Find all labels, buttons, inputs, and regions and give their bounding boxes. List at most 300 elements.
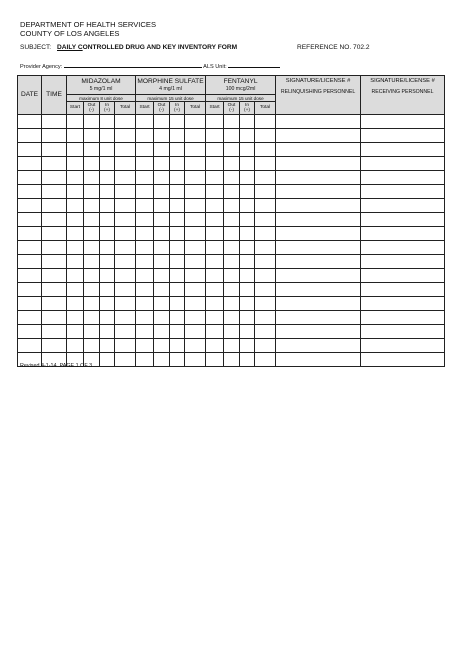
midazolam-in-cell[interactable]: [100, 339, 115, 353]
sig-receiving-cell[interactable]: [361, 143, 445, 157]
midazolam-in-cell[interactable]: [100, 213, 115, 227]
midazolam-start-cell[interactable]: [67, 227, 84, 241]
morphine-start-cell[interactable]: [136, 185, 154, 199]
fentanyl-start-cell[interactable]: [206, 353, 224, 367]
table-row: [18, 115, 445, 129]
fentanyl-total-cell[interactable]: [255, 339, 276, 353]
morphine-start-cell[interactable]: [136, 199, 154, 213]
fentanyl-in-cell[interactable]: [240, 269, 255, 283]
morphine-in-cell[interactable]: [170, 325, 185, 339]
midazolam-total-cell[interactable]: [115, 129, 136, 143]
fentanyl-out-cell[interactable]: [224, 171, 240, 185]
time-cell[interactable]: [42, 311, 67, 325]
midazolam-start-cell[interactable]: [67, 185, 84, 199]
fentanyl-start-cell[interactable]: [206, 255, 224, 269]
midazolam-in-cell[interactable]: [100, 129, 115, 143]
midazolam-in-cell[interactable]: [100, 241, 115, 255]
fentanyl-out-cell[interactable]: [224, 115, 240, 129]
sig-receiving-cell[interactable]: [361, 129, 445, 143]
fentanyl-in-cell[interactable]: [240, 311, 255, 325]
date-cell[interactable]: [18, 241, 42, 255]
in-mark: (+): [244, 108, 251, 113]
morphine-start-cell[interactable]: [136, 157, 154, 171]
morphine-out-cell[interactable]: [154, 311, 170, 325]
midazolam-total-cell[interactable]: [115, 311, 136, 325]
morphine-start-cell[interactable]: [136, 311, 154, 325]
midazolam-out-cell[interactable]: [84, 185, 100, 199]
time-cell[interactable]: [42, 213, 67, 227]
morphine-in-cell[interactable]: [170, 115, 185, 129]
fentanyl-total-cell[interactable]: [255, 199, 276, 213]
provider-agency-field[interactable]: [64, 61, 202, 68]
morphine-out-cell[interactable]: [154, 185, 170, 199]
midazolam-out-cell[interactable]: [84, 227, 100, 241]
midazolam-in-cell[interactable]: [100, 171, 115, 185]
midazolam-start-cell[interactable]: [67, 311, 84, 325]
fentanyl-in-cell[interactable]: [240, 213, 255, 227]
morphine-total-cell[interactable]: [185, 325, 206, 339]
sig-receiving-cell[interactable]: [361, 255, 445, 269]
fentanyl-total-cell[interactable]: [255, 311, 276, 325]
time-cell[interactable]: [42, 129, 67, 143]
midazolam-total-cell[interactable]: [115, 185, 136, 199]
morphine-out-cell[interactable]: [154, 213, 170, 227]
midazolam-out-cell[interactable]: [84, 199, 100, 213]
fentanyl-out-cell[interactable]: [224, 227, 240, 241]
time-cell[interactable]: [42, 269, 67, 283]
morphine-total-cell[interactable]: [185, 241, 206, 255]
fentanyl-out-cell[interactable]: [224, 311, 240, 325]
midazolam-start-cell[interactable]: [67, 283, 84, 297]
morphine-total-cell[interactable]: [185, 143, 206, 157]
morphine-out-cell[interactable]: [154, 199, 170, 213]
subject-label: SUBJECT:: [20, 44, 52, 51]
sig-receiving-cell[interactable]: [361, 283, 445, 297]
morphine-out-cell[interactable]: [154, 339, 170, 353]
morphine-in-cell[interactable]: [170, 171, 185, 185]
morphine-start-cell[interactable]: [136, 143, 154, 157]
midazolam-out-cell[interactable]: [84, 311, 100, 325]
sig-receiving-cell[interactable]: [361, 227, 445, 241]
date-cell[interactable]: [18, 255, 42, 269]
fentanyl-total-cell[interactable]: [255, 213, 276, 227]
sig-receiving-cell[interactable]: [361, 171, 445, 185]
fentanyl-start-cell[interactable]: [206, 185, 224, 199]
midazolam-total-cell[interactable]: [115, 171, 136, 185]
midazolam-in-cell[interactable]: [100, 185, 115, 199]
fentanyl-total-cell[interactable]: [255, 129, 276, 143]
morphine-total-cell[interactable]: [185, 115, 206, 129]
fentanyl-out-cell[interactable]: [224, 143, 240, 157]
time-cell[interactable]: [42, 157, 67, 171]
morphine-in-cell[interactable]: [170, 227, 185, 241]
fentanyl-out-cell[interactable]: [224, 353, 240, 367]
table-row: [18, 199, 445, 213]
sig-receiving-cell[interactable]: [361, 297, 445, 311]
fentanyl-in-cell[interactable]: [240, 353, 255, 367]
als-unit-field[interactable]: [228, 61, 280, 68]
sig-receiving-cell[interactable]: [361, 157, 445, 171]
fentanyl-total-cell[interactable]: [255, 269, 276, 283]
fentanyl-out-cell[interactable]: [224, 297, 240, 311]
midazolam-total-cell[interactable]: [115, 241, 136, 255]
sig-relinquishing-cell[interactable]: [276, 185, 361, 199]
sig-relinquishing-cell[interactable]: [276, 353, 361, 367]
fentanyl-start-cell[interactable]: [206, 171, 224, 185]
morphine-out-cell[interactable]: [154, 283, 170, 297]
midazolam-out-cell[interactable]: [84, 241, 100, 255]
morphine-in-cell[interactable]: [170, 157, 185, 171]
time-cell[interactable]: [42, 297, 67, 311]
morphine-start-cell[interactable]: [136, 115, 154, 129]
sig-relinquishing-cell[interactable]: [276, 255, 361, 269]
midazolam-in-cell[interactable]: [100, 199, 115, 213]
morphine-total-cell[interactable]: [185, 227, 206, 241]
midazolam-in-cell[interactable]: [100, 255, 115, 269]
sig-receiving-cell[interactable]: [361, 353, 445, 367]
sig-relinquishing-cell[interactable]: [276, 129, 361, 143]
sig-relinquishing-cell[interactable]: [276, 283, 361, 297]
morphine-total-cell[interactable]: [185, 129, 206, 143]
midazolam-total-cell[interactable]: [115, 143, 136, 157]
morphine-start-cell[interactable]: [136, 227, 154, 241]
sig-receiving-cell[interactable]: [361, 311, 445, 325]
morphine-out-cell[interactable]: [154, 269, 170, 283]
date-cell[interactable]: [18, 185, 42, 199]
form-title-rest: ONTROLLED DRUG AND KEY INVENTORY FORM: [82, 44, 238, 51]
fentanyl-start-cell[interactable]: [206, 199, 224, 213]
morphine-out-cell[interactable]: [154, 115, 170, 129]
morphine-out-cell[interactable]: [154, 143, 170, 157]
date-cell[interactable]: [18, 311, 42, 325]
midazolam-total-cell[interactable]: [115, 325, 136, 339]
midazolam-out-cell[interactable]: [84, 269, 100, 283]
fentanyl-start-cell[interactable]: [206, 297, 224, 311]
fentanyl-in-cell[interactable]: [240, 185, 255, 199]
date-cell[interactable]: [18, 339, 42, 353]
morphine-total-cell[interactable]: [185, 311, 206, 325]
date-cell[interactable]: [18, 269, 42, 283]
midazolam-start-cell[interactable]: [67, 339, 84, 353]
fentanyl-in-cell[interactable]: [240, 283, 255, 297]
morphine-total-cell[interactable]: [185, 171, 206, 185]
fentanyl-in-cell[interactable]: [240, 255, 255, 269]
fentanyl-start-cell[interactable]: [206, 143, 224, 157]
morphine-in-cell[interactable]: [170, 129, 185, 143]
fentanyl-total-cell[interactable]: [255, 227, 276, 241]
midazolam-start-cell[interactable]: [67, 255, 84, 269]
form-title-underlined: DAILY C: [57, 44, 83, 51]
morphine-in-cell[interactable]: [170, 339, 185, 353]
midazolam-total-cell[interactable]: [115, 255, 136, 269]
morphine-total-cell[interactable]: [185, 269, 206, 283]
date-cell[interactable]: [18, 227, 42, 241]
midazolam-total-cell[interactable]: [115, 353, 136, 367]
fentanyl-total-cell[interactable]: [255, 353, 276, 367]
fentanyl-in-cell[interactable]: [240, 143, 255, 157]
morphine-in-cell[interactable]: [170, 283, 185, 297]
time-cell[interactable]: [42, 241, 67, 255]
midazolam-out-cell[interactable]: [84, 255, 100, 269]
fentanyl-total-cell[interactable]: [255, 171, 276, 185]
als-unit-label: ALS Unit:: [203, 64, 227, 70]
midazolam-start-cell[interactable]: [67, 213, 84, 227]
morphine-start-cell[interactable]: [136, 171, 154, 185]
fentanyl-start-cell[interactable]: [206, 227, 224, 241]
table-row: [18, 129, 445, 143]
fentanyl-start-cell[interactable]: [206, 129, 224, 143]
fentanyl-out-cell[interactable]: [224, 213, 240, 227]
fentanyl-total-cell[interactable]: [255, 157, 276, 171]
fentanyl-start-cell[interactable]: [206, 283, 224, 297]
fentanyl-in-cell[interactable]: [240, 129, 255, 143]
date-cell[interactable]: [18, 199, 42, 213]
midazolam-start-cell[interactable]: [67, 199, 84, 213]
midazolam-in-cell[interactable]: [100, 353, 115, 367]
fentanyl-total-cell[interactable]: [255, 115, 276, 129]
date-cell[interactable]: [18, 213, 42, 227]
fentanyl-out-cell[interactable]: [224, 283, 240, 297]
morphine-total-cell[interactable]: [185, 297, 206, 311]
sig-relinquishing-cell[interactable]: [276, 227, 361, 241]
fentanyl-in-cell[interactable]: [240, 171, 255, 185]
morphine-out-cell[interactable]: [154, 325, 170, 339]
midazolam-in-cell[interactable]: [100, 297, 115, 311]
midazolam-out-cell[interactable]: [84, 157, 100, 171]
fentanyl-total-cell[interactable]: [255, 283, 276, 297]
date-cell[interactable]: [18, 171, 42, 185]
morphine-in-cell[interactable]: [170, 143, 185, 157]
time-cell[interactable]: [42, 199, 67, 213]
morphine-start-cell[interactable]: [136, 283, 154, 297]
sig-receiving-cell[interactable]: [361, 269, 445, 283]
fentanyl-out-cell[interactable]: [224, 129, 240, 143]
table-row: [18, 339, 445, 353]
page-number: PAGE 1 OF 3: [59, 363, 93, 369]
date-cell[interactable]: [18, 325, 42, 339]
midazolam-in-cell[interactable]: [100, 143, 115, 157]
midazolam-start-cell[interactable]: [67, 129, 84, 143]
midazolam-out-cell[interactable]: [84, 283, 100, 297]
fentanyl-start-header: Start: [206, 102, 224, 115]
morphine-in-cell[interactable]: [170, 199, 185, 213]
time-cell[interactable]: [42, 339, 67, 353]
date-cell[interactable]: [18, 283, 42, 297]
morphine-start-cell[interactable]: [136, 213, 154, 227]
morphine-in-cell[interactable]: [170, 311, 185, 325]
fentanyl-start-cell[interactable]: [206, 213, 224, 227]
sig-relinquishing-cell[interactable]: [276, 199, 361, 213]
morphine-total-cell[interactable]: [185, 283, 206, 297]
fentanyl-out-cell[interactable]: [224, 339, 240, 353]
sig-relinquishing-cell[interactable]: [276, 241, 361, 255]
sig-relinquishing-cell[interactable]: [276, 269, 361, 283]
form-title: [57, 44, 237, 51]
morphine-start-cell[interactable]: [136, 353, 154, 367]
time-cell[interactable]: [42, 115, 67, 129]
midazolam-out-cell[interactable]: [84, 171, 100, 185]
midazolam-out-cell[interactable]: [84, 129, 100, 143]
midazolam-out-cell[interactable]: [84, 339, 100, 353]
fentanyl-out-cell[interactable]: [224, 325, 240, 339]
sig-receiving-cell[interactable]: [361, 339, 445, 353]
morphine-start-cell[interactable]: [136, 255, 154, 269]
fentanyl-total-cell[interactable]: [255, 325, 276, 339]
midazolam-in-cell[interactable]: [100, 227, 115, 241]
sig-relinquishing-cell[interactable]: [276, 311, 361, 325]
sig-relinquishing-cell[interactable]: [276, 297, 361, 311]
sig-receiving-cell[interactable]: [361, 241, 445, 255]
morphine-in-cell[interactable]: [170, 241, 185, 255]
fentanyl-in-cell[interactable]: [240, 227, 255, 241]
date-cell[interactable]: [18, 143, 42, 157]
morphine-start-cell[interactable]: [136, 325, 154, 339]
sig-relinquishing-cell[interactable]: [276, 115, 361, 129]
morphine-in-cell[interactable]: [170, 269, 185, 283]
morphine-start-cell[interactable]: [136, 297, 154, 311]
morphine-total-cell[interactable]: [185, 199, 206, 213]
midazolam-start-cell[interactable]: [67, 325, 84, 339]
sig-relinquishing-cell[interactable]: [276, 339, 361, 353]
midazolam-in-cell[interactable]: [100, 269, 115, 283]
morphine-in-cell[interactable]: [170, 297, 185, 311]
midazolam-total-cell[interactable]: [115, 213, 136, 227]
morphine-out-cell[interactable]: [154, 171, 170, 185]
morphine-start-cell[interactable]: [136, 241, 154, 255]
fentanyl-total-cell[interactable]: [255, 255, 276, 269]
midazolam-total-cell[interactable]: [115, 339, 136, 353]
fentanyl-start-cell[interactable]: [206, 311, 224, 325]
morphine-total-cell[interactable]: [185, 353, 206, 367]
midazolam-start-cell[interactable]: [67, 115, 84, 129]
midazolam-out-cell[interactable]: [84, 115, 100, 129]
time-cell[interactable]: [42, 171, 67, 185]
sig-relinquishing-cell[interactable]: [276, 171, 361, 185]
midazolam-start-cell[interactable]: [67, 297, 84, 311]
morphine-start-cell[interactable]: [136, 339, 154, 353]
fentanyl-in-cell[interactable]: [240, 339, 255, 353]
sig-relinquishing-cell[interactable]: [276, 213, 361, 227]
sig-relinquishing-cell[interactable]: [276, 143, 361, 157]
morphine-out-cell[interactable]: [154, 255, 170, 269]
fentanyl-total-cell[interactable]: [255, 241, 276, 255]
morphine-in-cell[interactable]: [170, 353, 185, 367]
morphine-out-cell[interactable]: [154, 129, 170, 143]
morphine-total-cell[interactable]: [185, 339, 206, 353]
morphine-in-cell[interactable]: [170, 185, 185, 199]
fentanyl-in-cell[interactable]: [240, 199, 255, 213]
time-cell[interactable]: [42, 255, 67, 269]
time-cell[interactable]: [42, 325, 67, 339]
midazolam-in-cell[interactable]: [100, 115, 115, 129]
sig-relinquishing-cell[interactable]: [276, 325, 361, 339]
morphine-in-cell[interactable]: [170, 255, 185, 269]
date-cell[interactable]: [18, 157, 42, 171]
midazolam-start-cell[interactable]: [67, 171, 84, 185]
midazolam-total-cell[interactable]: [115, 157, 136, 171]
fentanyl-start-cell[interactable]: [206, 157, 224, 171]
midazolam-in-cell[interactable]: [100, 157, 115, 171]
fentanyl-start-cell[interactable]: [206, 115, 224, 129]
fentanyl-out-cell[interactable]: [224, 157, 240, 171]
midazolam-total-cell[interactable]: [115, 227, 136, 241]
midazolam-start-cell[interactable]: [67, 157, 84, 171]
fentanyl-in-cell[interactable]: [240, 115, 255, 129]
morphine-out-cell[interactable]: [154, 297, 170, 311]
sig-relinquishing-cell[interactable]: [276, 157, 361, 171]
midazolam-total-cell[interactable]: [115, 283, 136, 297]
fentanyl-out-cell[interactable]: [224, 199, 240, 213]
midazolam-in-cell[interactable]: [100, 283, 115, 297]
morphine-total-cell[interactable]: [185, 185, 206, 199]
morphine-start-cell[interactable]: [136, 129, 154, 143]
morphine-out-cell[interactable]: [154, 227, 170, 241]
fentanyl-total-cell[interactable]: [255, 143, 276, 157]
time-cell[interactable]: [42, 185, 67, 199]
fentanyl-note: maximum 15 unit dose: [206, 95, 276, 102]
time-cell[interactable]: [42, 143, 67, 157]
midazolam-total-cell[interactable]: [115, 115, 136, 129]
midazolam-out-cell[interactable]: [84, 297, 100, 311]
morphine-in-cell[interactable]: [170, 213, 185, 227]
fentanyl-out-cell[interactable]: [224, 185, 240, 199]
midazolam-in-cell[interactable]: [100, 325, 115, 339]
time-cell[interactable]: [42, 283, 67, 297]
fentanyl-out-cell[interactable]: [224, 241, 240, 255]
fentanyl-in-cell[interactable]: [240, 297, 255, 311]
fentanyl-start-cell[interactable]: [206, 339, 224, 353]
midazolam-total-cell[interactable]: [115, 297, 136, 311]
morphine-out-cell[interactable]: [154, 241, 170, 255]
sig-receiving-cell[interactable]: [361, 199, 445, 213]
morphine-total-cell[interactable]: [185, 157, 206, 171]
fentanyl-in-cell[interactable]: [240, 325, 255, 339]
midazolam-out-cell[interactable]: [84, 325, 100, 339]
midazolam-in-cell[interactable]: [100, 311, 115, 325]
midazolam-start-cell[interactable]: [67, 143, 84, 157]
fentanyl-in-cell[interactable]: [240, 241, 255, 255]
date-cell[interactable]: [18, 297, 42, 311]
out-mark: (-): [229, 108, 234, 113]
midazolam-start-cell[interactable]: [67, 269, 84, 283]
morphine-start-cell[interactable]: [136, 269, 154, 283]
fentanyl-total-cell[interactable]: [255, 185, 276, 199]
date-cell[interactable]: [18, 115, 42, 129]
fentanyl-out-cell[interactable]: [224, 269, 240, 283]
morphine-total-cell[interactable]: [185, 255, 206, 269]
sig-receiving-cell[interactable]: [361, 325, 445, 339]
fentanyl-start-cell[interactable]: [206, 241, 224, 255]
fentanyl-start-cell[interactable]: [206, 269, 224, 283]
midazolam-out-cell[interactable]: [84, 143, 100, 157]
sig-receiving-cell[interactable]: [361, 213, 445, 227]
fentanyl-out-cell[interactable]: [224, 255, 240, 269]
sig-receiving-cell[interactable]: [361, 185, 445, 199]
time-cell[interactable]: [42, 227, 67, 241]
midazolam-start-cell[interactable]: [67, 241, 84, 255]
morphine-total-cell[interactable]: [185, 213, 206, 227]
midazolam-total-cell[interactable]: [115, 269, 136, 283]
morphine-out-cell[interactable]: [154, 353, 170, 367]
date-cell[interactable]: [18, 129, 42, 143]
fentanyl-in-cell[interactable]: [240, 157, 255, 171]
morphine-out-cell[interactable]: [154, 157, 170, 171]
midazolam-total-cell[interactable]: [115, 199, 136, 213]
fentanyl-total-cell[interactable]: [255, 297, 276, 311]
midazolam-out-cell[interactable]: [84, 213, 100, 227]
sig-receiving-cell[interactable]: [361, 115, 445, 129]
fentanyl-start-cell[interactable]: [206, 325, 224, 339]
